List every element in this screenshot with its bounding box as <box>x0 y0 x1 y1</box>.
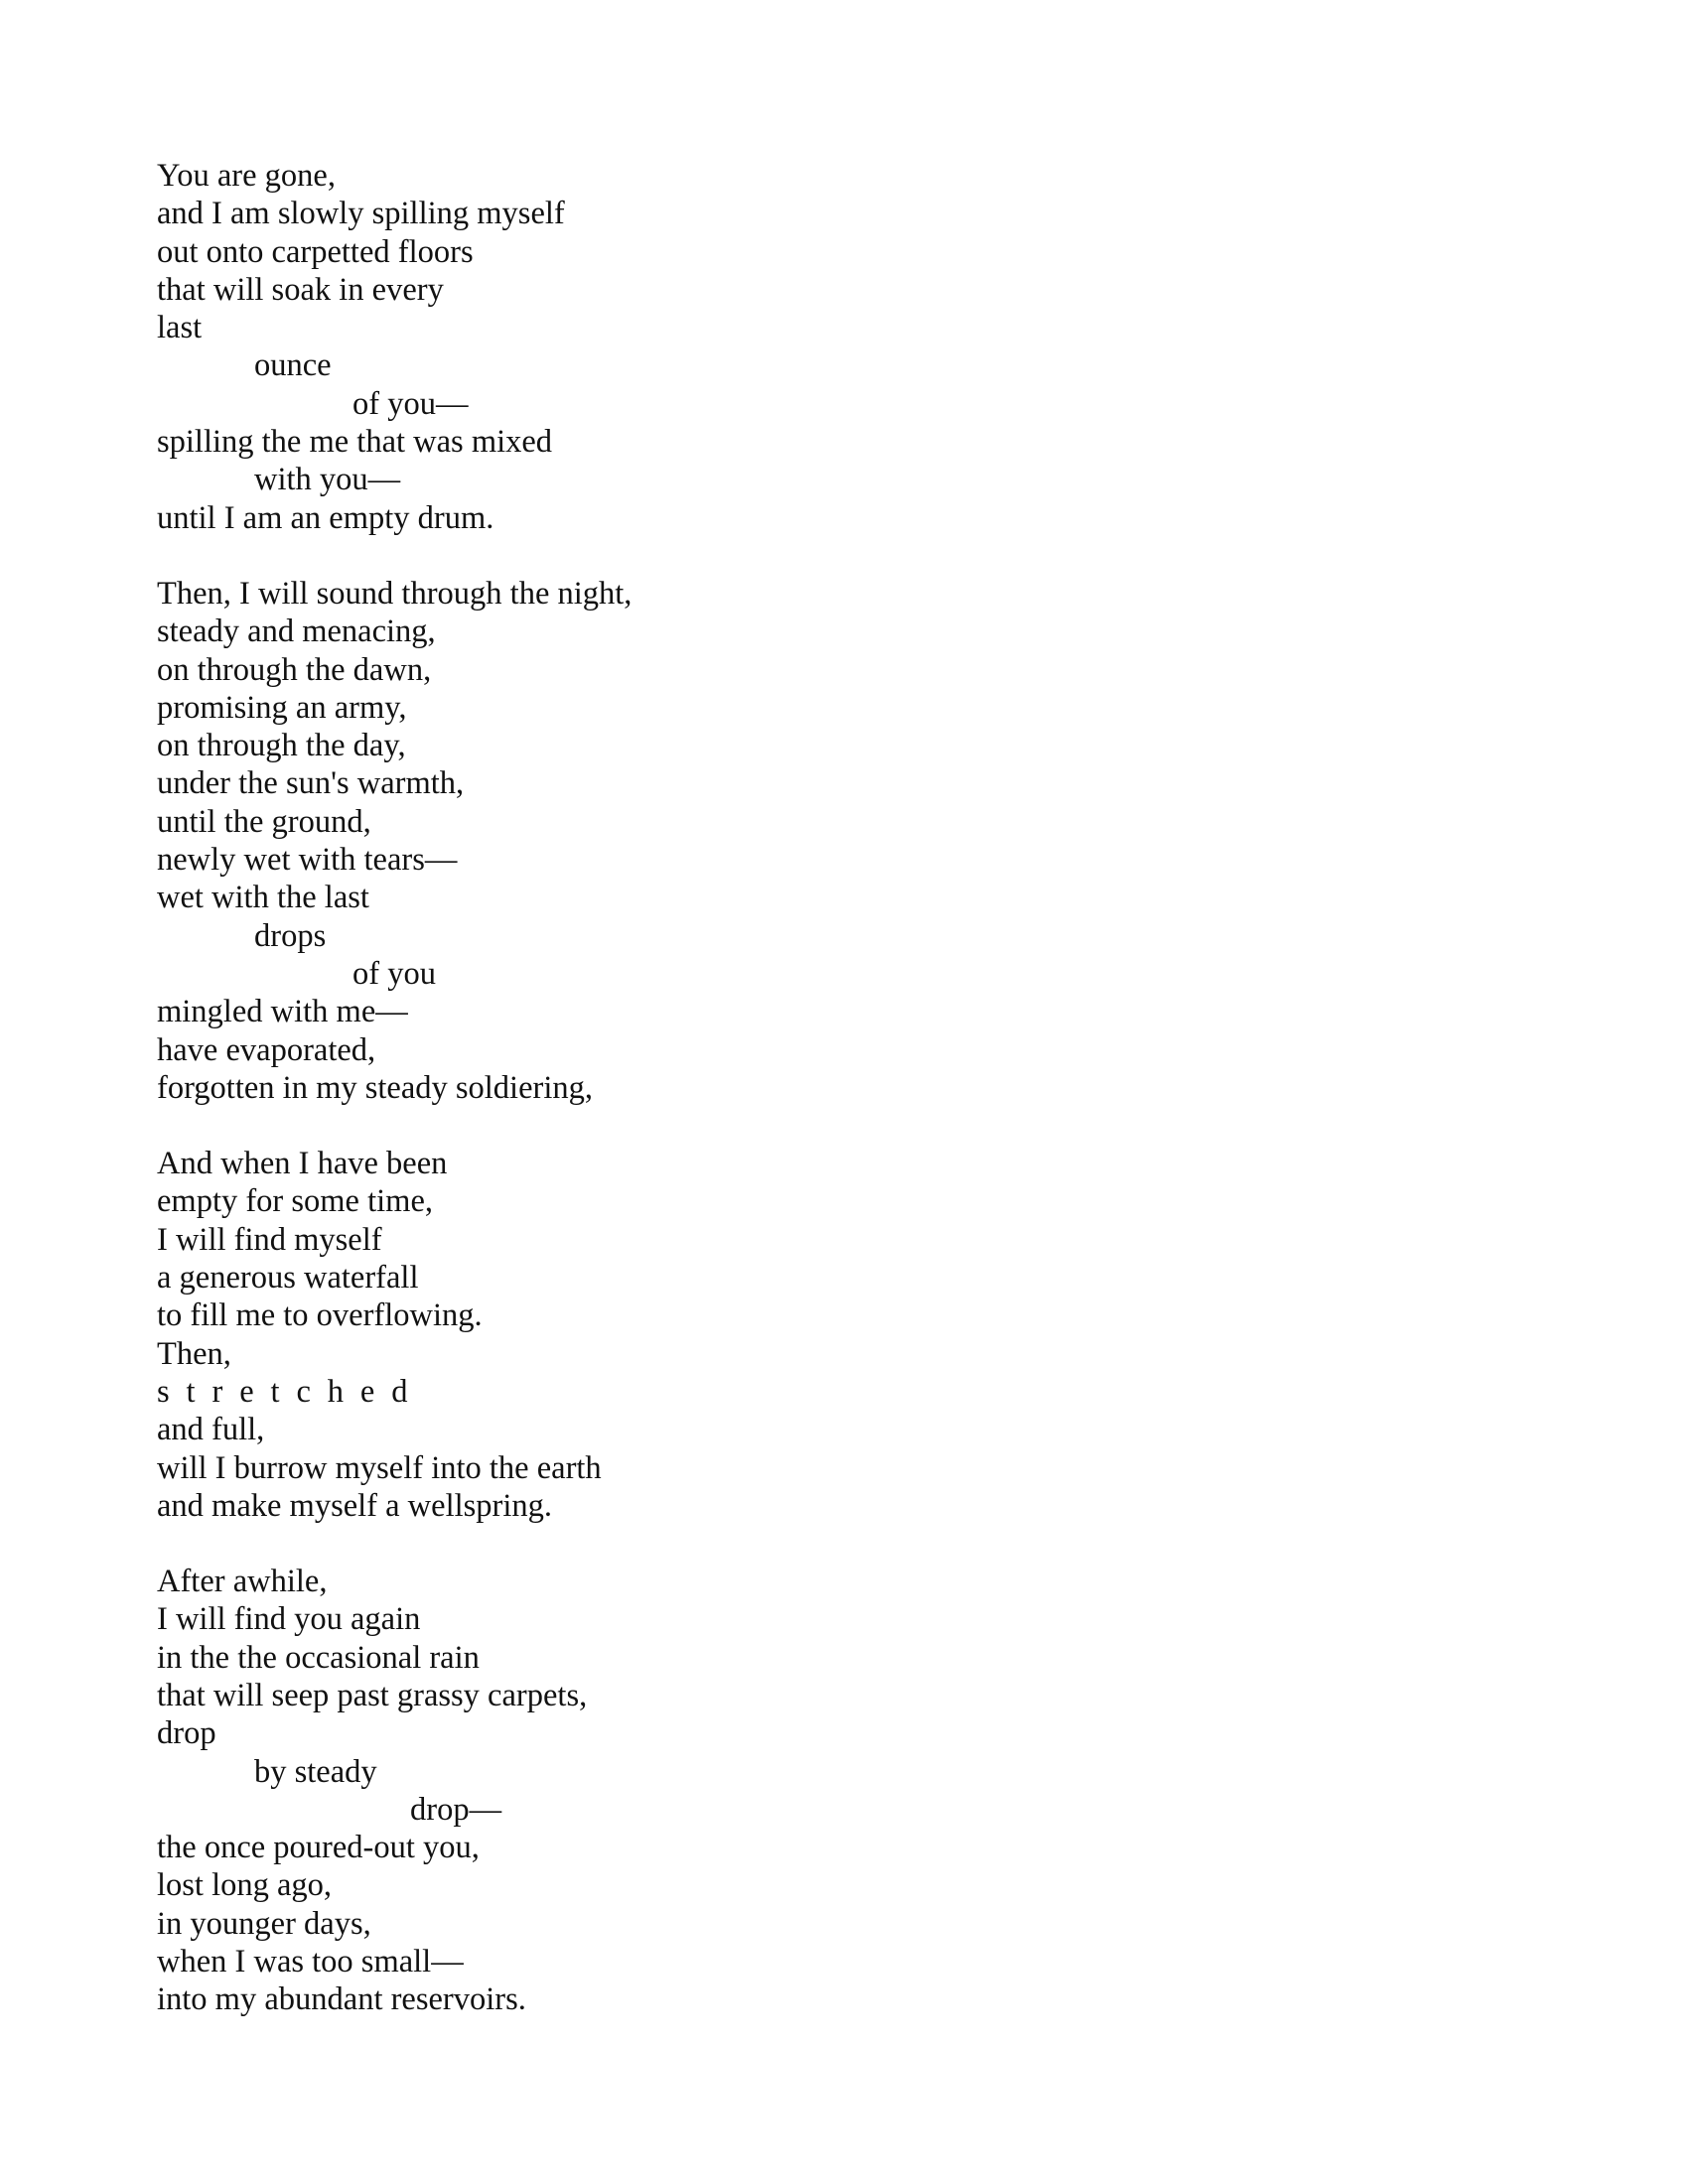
poem-line: promising an army, <box>157 689 407 726</box>
poem-line: have evaporated, <box>157 1031 376 1068</box>
poem-line: will I burrow myself into the earth <box>157 1449 602 1486</box>
poem-body <box>157 157 1547 2019</box>
poem-line: and I am slowly spilling myself <box>157 196 565 232</box>
poem-line: of you <box>352 955 436 992</box>
poem-line: last <box>157 310 203 346</box>
poem-line: by steady <box>254 1753 377 1790</box>
poem-line: I will find you again <box>157 1601 421 1638</box>
poem-stanza <box>157 157 1547 537</box>
poem-line: Then, I will sound through the night, <box>157 575 633 612</box>
poem-line: to fill me to overflowing. <box>157 1297 483 1334</box>
poem-line: that will seep past grassy carpets, <box>157 1677 588 1713</box>
poem-line: into my abundant reservoirs. <box>157 1981 526 2018</box>
poem-line: stretched <box>157 1373 425 1410</box>
poem-line: lost long ago, <box>157 1867 333 1904</box>
poem-line: empty for some time, <box>157 1183 433 1220</box>
poem-line: and full, <box>157 1412 265 1448</box>
poem-line: mingled with me— <box>157 994 408 1030</box>
poem-line: on through the day, <box>157 728 406 764</box>
poem-line: the once poured-out you, <box>157 1830 480 1866</box>
poem-line: drops <box>254 917 327 954</box>
poem-line: After awhile, <box>157 1564 328 1600</box>
poem-line: Then, <box>157 1335 231 1372</box>
poem-line: until I am an empty drum. <box>157 499 494 536</box>
poem-line: drop— <box>410 1791 502 1828</box>
poem-line: in the the occasional rain <box>157 1639 480 1676</box>
poem-line: steady and menacing, <box>157 614 436 650</box>
poem-line: and make myself a wellspring. <box>157 1487 553 1524</box>
poem-line: with you— <box>254 462 401 498</box>
poem-stanza <box>157 1563 1547 2019</box>
poem-line: spilling the me that was mixed <box>157 424 553 461</box>
poem-line: out onto carpetted floors <box>157 233 474 270</box>
poem-line: And when I have been <box>157 1146 448 1182</box>
poem-line: newly wet with tears— <box>157 842 458 879</box>
poem-line: drop <box>157 1715 216 1752</box>
poem-line: in younger days, <box>157 1905 371 1942</box>
poem-stanza <box>157 1145 1547 1525</box>
poem-line: that will soak in every <box>157 271 444 308</box>
poem-line: a generous waterfall <box>157 1260 419 1297</box>
poem-line: wet with the last <box>157 880 369 916</box>
poem-stanza <box>157 575 1547 1107</box>
poem-line: forgotten in my steady soldiering, <box>157 1069 593 1106</box>
poem-line: ounce <box>254 347 332 384</box>
poem-line: I will find myself <box>157 1221 382 1258</box>
poem-line: when I was too small— <box>157 1944 464 1980</box>
poem-page <box>157 157 1547 2057</box>
poem-line: on through the dawn, <box>157 651 432 688</box>
poem-line: under the sun's warmth, <box>157 765 465 802</box>
poem-line: of you— <box>352 385 469 422</box>
poem-line: You are gone, <box>157 158 336 194</box>
poem-line: until the ground, <box>157 803 371 840</box>
